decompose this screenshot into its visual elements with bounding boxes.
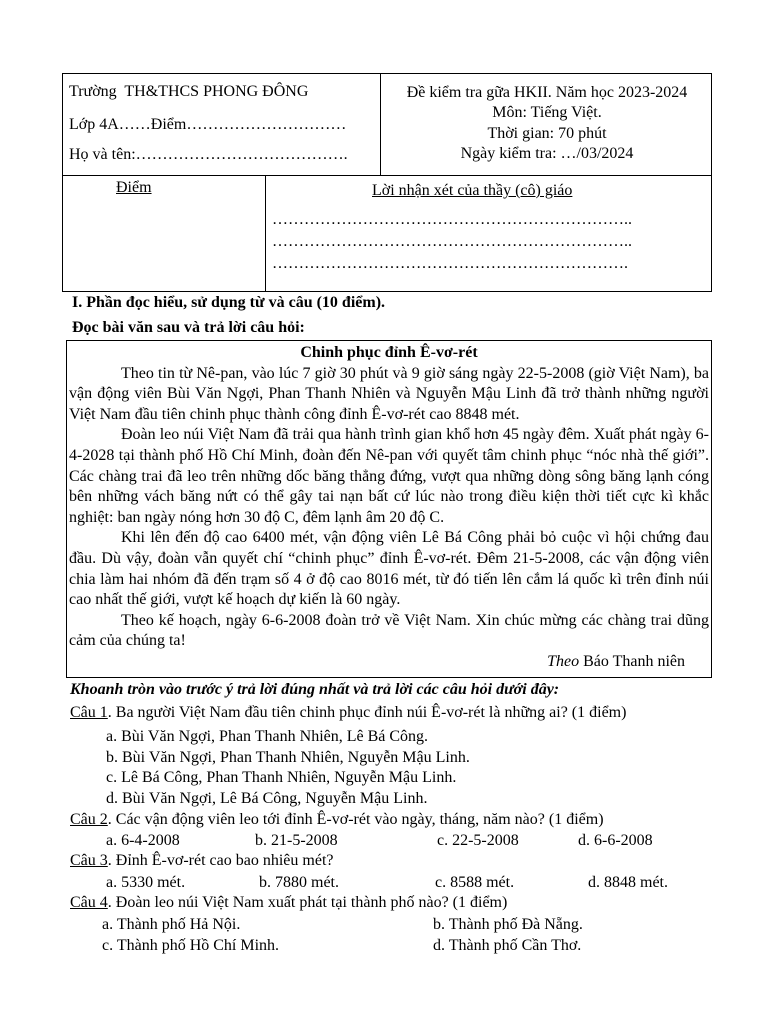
reading-passage [66,340,712,678]
answer-option[interactable]: a. Thành phố Hả Nội. [102,916,241,933]
question-text: . Ba người Việt Nam đầu tiên chinh phục đỉnh núi Ê-vơ-rét là những ai? (1 điểm) [107,704,627,721]
answer-option[interactable]: b. Thành phố Đà Nẵng. [433,916,583,933]
passage-paragraph: Theo tin từ Nê-pan, vào lúc 7 giờ 30 phút và 9 giờ sáng ngày 22-5-2008 (giờ Việt Nam), ba vận động viên Bùi Văn Ngợi, Phan Thanh Nhiên và Nguyễn Mậu Linh đã trở thành những người Việt Nam đầu tiên chinh phục thành công đỉnh Ê-vơ-rét cao 8848 mét. [69,364,709,423]
answer-option[interactable]: d. 6-6-2008 [578,832,653,849]
score-label: Điểm [116,179,152,196]
school-label: Trường [69,83,117,100]
exam-subject: Môn: Tiếng Việt. [492,104,602,121]
source-prefix: Theo [547,652,580,670]
answer-option[interactable]: c. Lê Bá Công, Phan Thanh Nhiên, Nguyễn Mậu Linh. [106,769,457,786]
source-name: Báo Thanh niên [583,652,685,670]
answer-option[interactable]: d. Thành phố Cần Thơ. [433,937,582,954]
question-1 [70,704,626,722]
comment-line: …………………………………………………………. [272,255,628,272]
header-divider-bottom [265,175,266,292]
answer-option[interactable]: d. 8848 mét. [588,874,668,891]
question-3 [70,852,334,870]
section-heading: I. Phần đọc hiểu, sử dụng từ và câu (10 điểm). [72,294,386,311]
header-border-mid [62,175,712,176]
passage-source [69,652,709,673]
answer-option[interactable]: c. Thành phố Hồ Chí Minh. [102,937,280,954]
exam-duration: Thời gian: 70 phút [487,125,607,142]
question-label: Câu 2 [70,811,108,828]
question-text: . Các vận động viên leo tới đỉnh Ê-vơ-rét vào ngày, tháng, năm nào? (1 điểm) [107,811,604,828]
answer-option[interactable]: a. Bùi Văn Ngợi, Phan Thanh Nhiên, Lê Bá Công. [106,728,429,745]
question-4 [70,894,507,912]
question-2 [70,811,604,829]
name-line: Họ và tên:…………………………………. [69,146,348,163]
header-border-left [62,73,63,292]
school-name: TH&THCS PHONG ĐÔNG [124,83,309,100]
header-divider-top [380,73,381,176]
section-instruction: Đọc bài văn sau và trả lời câu hỏi: [72,319,305,336]
answer-option[interactable]: a. 5330 mét. [106,874,186,891]
answer-option[interactable]: c. 8588 mét. [435,874,515,891]
answer-option[interactable]: b. Bùi Văn Ngợi, Phan Thanh Nhiên, Nguyễn Mậu Linh. [106,749,470,766]
header-border-right [711,73,712,292]
exam-title: Đề kiểm tra gữa HKII. Năm học 2023-2024 [406,84,688,101]
school-line [69,83,308,101]
passage-paragraph: Theo kế hoạch, ngày 6-6-2008 đoàn trở về Việt Nam. Xin chúc mừng các chàng trai dũng cảm của chúng ta! [69,611,709,650]
header-border-bottom [62,291,712,292]
answer-option[interactable]: b. 7880 mét. [259,874,339,891]
passage-title: Chinh phục đỉnh Ê-vơ-rét [300,344,478,361]
question-label: Câu 1 [70,704,108,721]
passage-paragraph: Đoàn leo núi Việt Nam đã trải qua hành trình gian khổ hơn 45 ngày đêm. Xuất phát ngày 6-4-2028 tại thành phố Hồ Chí Minh, đoàn đến Nê-pan với quyết tâm chinh phục “nóc nhà thế giới”. Các chàng trai đã leo trên những dốc băng thẳng đứng, vượt qua những dòng sông băng lạnh cóng bên những vách băng nứt có thể gây tai nạn bất cứ lúc nào trong điều kiện thời tiết cực kì khắc nghiệt: ban ngày nóng hơn 30 độ C, đêm lạnh âm 20 độ C. [69,426,709,526]
comment-label: Lời nhận xét của thầy (cô) giáo [372,182,573,199]
passage-paragraph: Khi lên đến độ cao 6400 mét, vận động viên Lê Bá Công phải bỏ cuộc vì hội chứng đau đầu. Dù vậy, đoàn vẫn quyết chí “chinh phục” đỉnh Ê-vơ-rét. Đêm 21-5-2008, các vận động viên chia làm hai nhóm đã đến trạm số 4 ở độ cao 8016 mét, từ đó tiến lên cắm lá quốc kì trên đỉnh núi cao nhất thế giới, vượt kế hoạch dự kiến là 60 ngày. [69,529,709,609]
header-border-top [62,73,712,74]
answer-option[interactable]: c. 22-5-2008 [437,832,519,849]
question-text: . Đỉnh Ê-vơ-rét cao bao nhiêu mét? [107,852,334,869]
questions-instruction: Khoanh tròn vào trước ý trả lời đúng nhất và trả lời các câu hỏi dưới đây: [70,681,560,698]
question-label: Câu 3 [70,852,108,869]
answer-option[interactable]: a. 6-4-2008 [106,832,180,849]
answer-option[interactable]: b. 21-5-2008 [255,832,338,849]
comment-line: ………………………………………………………….. [272,233,632,250]
exam-date: Ngày kiểm tra: …/03/2024 [460,145,634,162]
answer-option[interactable]: d. Bùi Văn Ngợi, Lê Bá Công, Nguyễn Mậu Linh. [106,790,428,807]
question-text: . Đoàn leo núi Việt Nam xuất phát tại thành phố nào? (1 điểm) [107,894,508,911]
comment-line: ………………………………………………………….. [272,211,632,228]
question-label: Câu 4 [70,894,108,911]
class-line: Lớp 4A……Điểm………………………… [69,116,347,133]
